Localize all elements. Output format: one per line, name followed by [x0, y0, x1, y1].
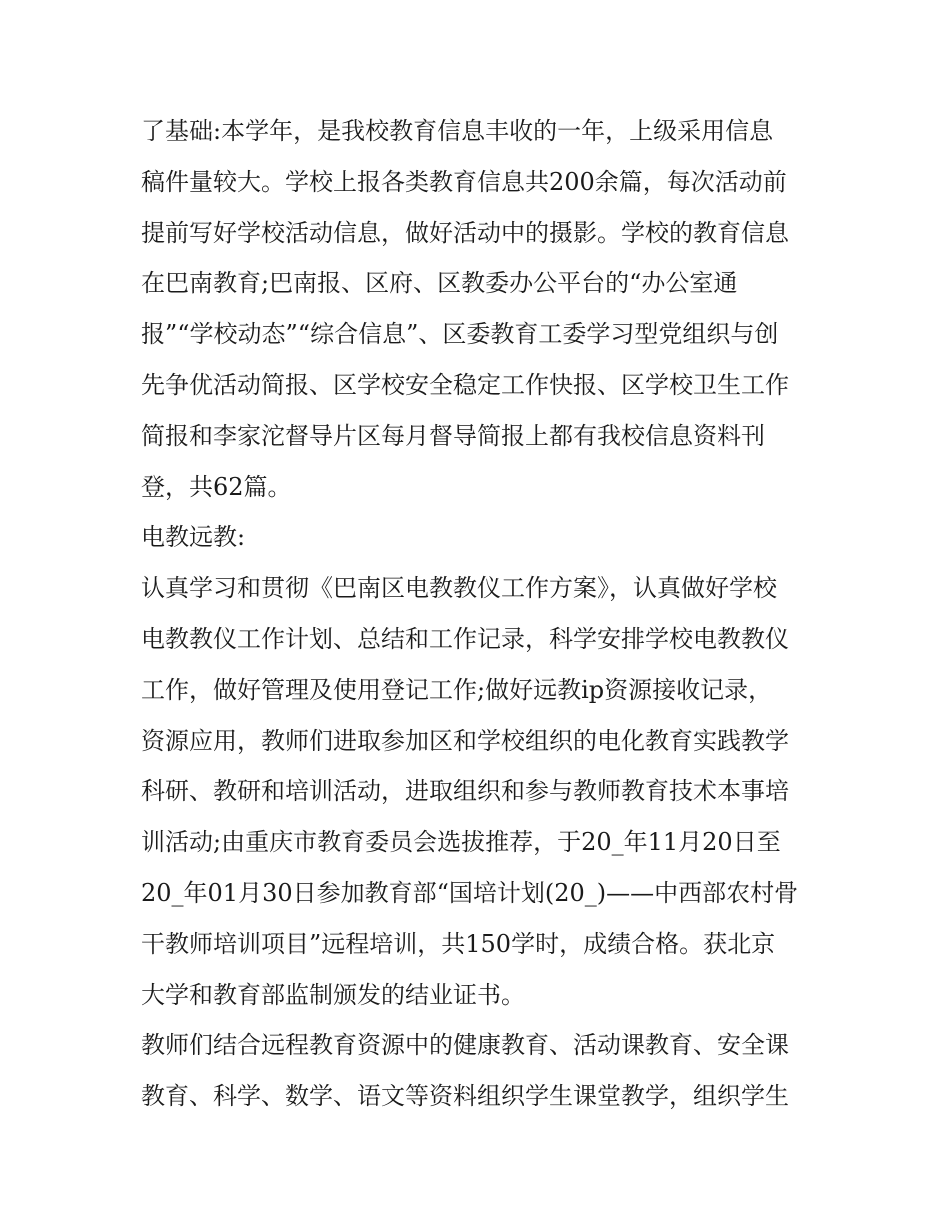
text-line: 资源应用，教师们进取参加区和学校组织的电化教育实践教学: [141, 726, 789, 755]
text-line: 工作，做好管理及使用登记工作;做好远教ip资源接收记录，: [141, 675, 773, 704]
text-line: 报”“学校动态”“综合信息”、区委教育工委学习型党组织与创: [141, 320, 779, 349]
text-line: 先争优活动简报、区学校安全稳定工作快报、区学校卫生工作: [141, 370, 789, 399]
text-line: 认真学习和贯彻《巴南区电教教仪工作方案》，认真做好学校: [141, 574, 777, 603]
text-line: 训活动;由重庆市教育委员会选拔推荐，于20_年11月20日至: [141, 828, 781, 857]
text-line: 大学和教育部监制颁发的结业证书。: [141, 980, 525, 1009]
text-line: 科研、教研和培训活动，进取组织和参与教师教育技术本事培: [141, 777, 789, 806]
text-line: 稿件量较大。学校上报各类教育信息共200余篇，每次活动前: [141, 167, 787, 196]
document-body: [141, 106, 821, 1122]
text-line: 教育、科学、数学、语文等资料组织学生课堂教学，组织学生: [141, 1082, 789, 1111]
text-line: 了基础:本学年，是我校教育信息丰收的一年，上级采用信息: [141, 117, 774, 145]
text-line: 20_年01月30日参加教育部“国培计划(20_)——中西部农村骨: [141, 878, 799, 907]
text-line: 电教教仪工作计划、总结和工作记录，科学安排学校电教教仪: [141, 624, 789, 653]
text-line: 干教师培训项目”远程培训，共150学时，成绩合格。获北京: [141, 929, 776, 958]
text-line: 登，共62篇。: [141, 472, 292, 501]
text-line: 简报和李家沱督导片区每月督导简报上都有我校信息资料刊: [141, 421, 765, 450]
section-heading: 电教远教:: [141, 523, 246, 552]
text-line: 在巴南教育;巴南报、区府、区教委办公平台的“办公室通: [141, 269, 738, 298]
text-line: 提前写好学校活动信息，做好活动中的摄影。学校的教育信息: [141, 218, 789, 247]
text-line: 教师们结合远程教育资源中的健康教育、活动课教育、安全课: [141, 1031, 789, 1060]
